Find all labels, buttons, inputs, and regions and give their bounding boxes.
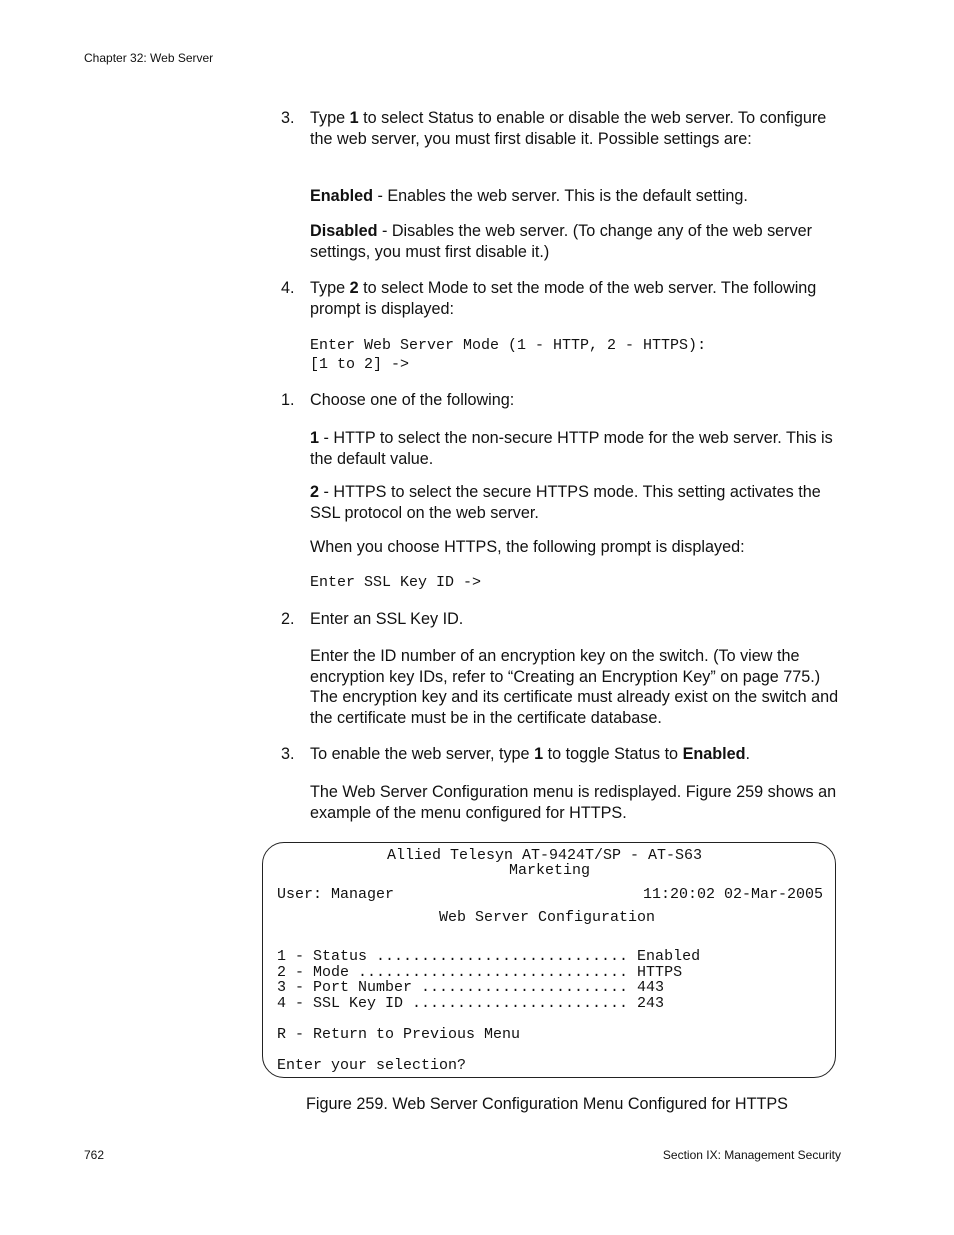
step-number: 3. bbox=[281, 745, 295, 763]
figure-caption: Figure 259. Web Server Configuration Menu Configured for HTTPS bbox=[306, 1095, 788, 1113]
terminal-menu-title: Web Server Configuration bbox=[439, 909, 656, 926]
menu-item-mode[interactable]: 2 - Mode .............................. HTTPS bbox=[277, 964, 683, 981]
terminal-datetime: 11:20:02 02-Mar-2005 bbox=[642, 886, 823, 903]
running-footer: Section IX: Management Security bbox=[662, 1148, 841, 1162]
terminal-prompt[interactable]: Enter your selection? bbox=[277, 1057, 467, 1074]
step-enable-detail: The Web Server Configuration menu is redisplayed. Figure 259 shows an example of the menu configured for HTTPS. bbox=[310, 783, 837, 822]
step-number: 4. bbox=[281, 279, 295, 297]
menu-item-status[interactable]: 1 - Status ............................ Enabled bbox=[277, 948, 701, 965]
terminal-title: Allied Telesyn AT-9424T/SP - AT-S63 bbox=[387, 847, 703, 864]
step-mode-text: Type 2 to select Mode to set the mode of the web server. The following prompt is displayed: bbox=[310, 279, 817, 318]
setting-disabled: Disabled - Disables the web server. (To change any of the web server settings, you must first disable it.) bbox=[310, 222, 813, 261]
code-mode-prompt-2: [1 to 2] -> bbox=[310, 356, 410, 373]
terminal-user: User: Manager bbox=[277, 886, 395, 903]
code-mode-prompt-1: Enter Web Server Mode (1 - HTTP, 2 - HTTPS): bbox=[310, 337, 707, 354]
menu-item-ssl-key[interactable]: 4 - SSL Key ID ........................ 243 bbox=[277, 995, 665, 1012]
step-enable-text: To enable the web server, type 1 to toggle Status to Enabled. bbox=[310, 745, 751, 763]
step-choose-text: Choose one of the following: bbox=[310, 391, 515, 409]
step-number: 2. bbox=[281, 610, 295, 628]
step-number: 1. bbox=[281, 391, 295, 409]
terminal-subtitle: Marketing bbox=[509, 862, 591, 879]
step-status-text: Type 1 to select Status to enable or disable the web server. To configure the web server, you must first disable it. Possible settings are: bbox=[310, 109, 827, 148]
step-ssl-text: Enter an SSL Key ID. bbox=[310, 610, 464, 628]
page-number: 762 bbox=[84, 1148, 105, 1162]
menu-item-port[interactable]: 3 - Port Number ....................... 443 bbox=[277, 979, 665, 996]
https-note: When you choose HTTPS, the following prompt is displayed: bbox=[310, 538, 745, 556]
option-http: 1 - HTTP to select the non-secure HTTP mode for the web server. This is the default value. bbox=[310, 429, 833, 468]
step-ssl-detail: Enter the ID number of an encryption key on the switch. (To view the encryption key IDs, refer to “Creating an Encryption Key” on page 775.) The encryption key and its certificate must already exist on the switch and the certificate must be in the certificate database. bbox=[310, 647, 839, 727]
option-https: 2 - HTTPS to select the secure HTTPS mode. This setting activates the SSL protocol on the web server. bbox=[310, 483, 821, 522]
code-ssl-prompt: Enter SSL Key ID -> bbox=[310, 574, 482, 591]
running-header: Chapter 32: Web Server bbox=[84, 51, 214, 65]
step-number: 3. bbox=[281, 109, 295, 127]
setting-enabled: Enabled - Enables the web server. This is the default setting. bbox=[310, 187, 748, 205]
terminal-screen bbox=[262, 842, 836, 1078]
menu-item-return[interactable]: R - Return to Previous Menu bbox=[277, 1026, 521, 1043]
